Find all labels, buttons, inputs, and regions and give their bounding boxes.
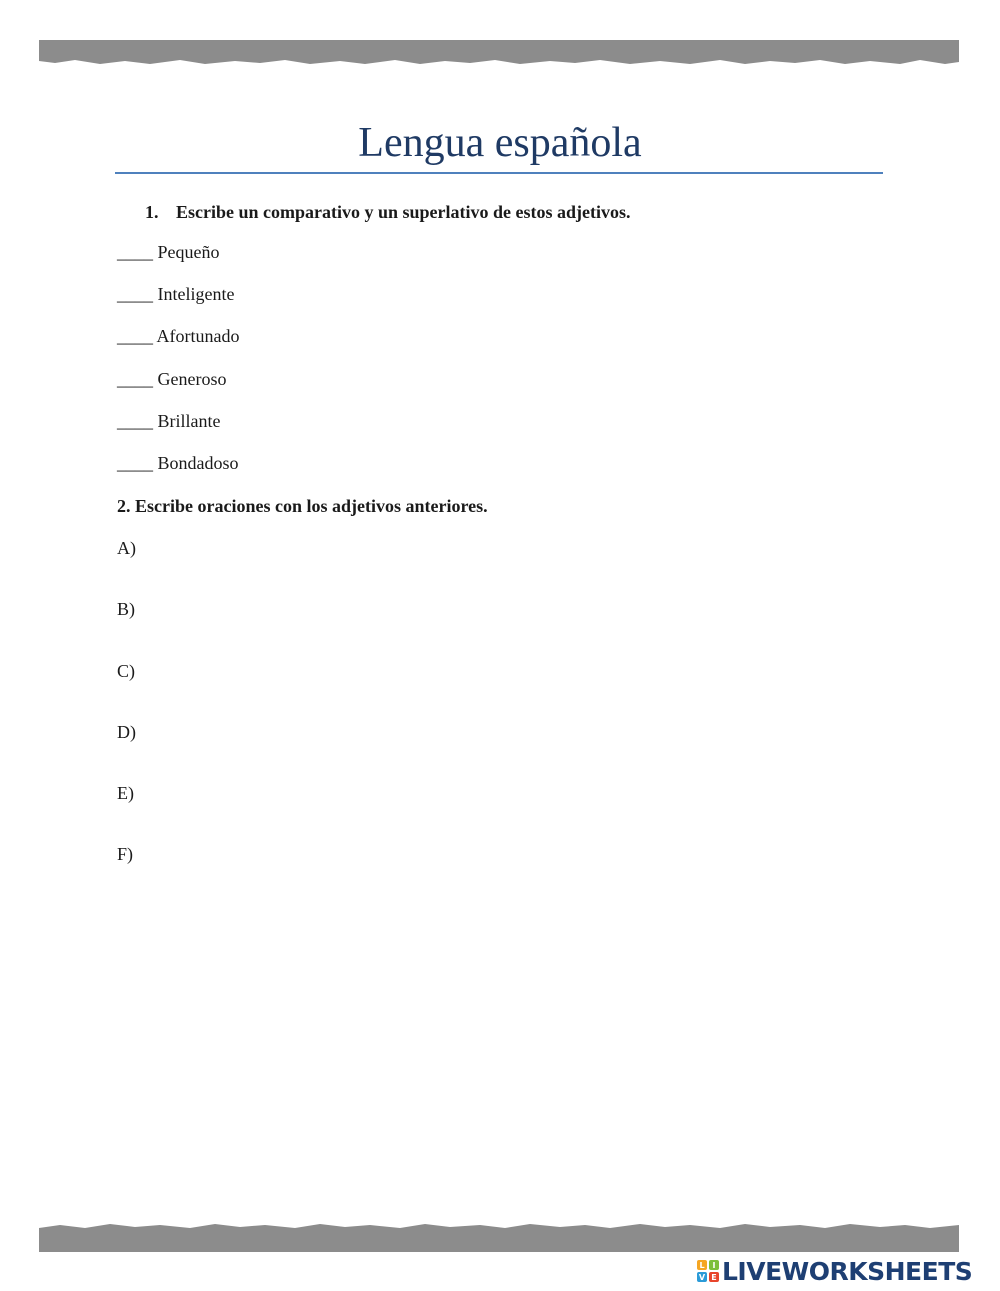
answer-letter: A) (117, 538, 136, 558)
title-underline (115, 172, 883, 174)
question-1-number: 1. (145, 202, 159, 222)
adjective-item: ____ Pequeño (117, 242, 220, 262)
answer-letter: F) (117, 844, 134, 865)
page-title: Lengua española (358, 120, 642, 166)
adjective-item: ____ Brillante (117, 410, 221, 431)
bottom-decorative-band (0, 1222, 1000, 1254)
answer-letter: E) (117, 783, 134, 804)
adjective-item: ____ Afortunado (117, 326, 240, 347)
logo-mark-letter: L (697, 1260, 707, 1270)
answer-list (117, 537, 136, 905)
logo-text: LIVEWORKSHEETS (722, 1256, 973, 1286)
liveworksheets-logo[interactable] (697, 1257, 972, 1285)
liveworksheets-logo-icon (697, 1260, 719, 1282)
question-1-text: Escribe un comparativo y un superlativo de estos adjetivos. (176, 202, 631, 222)
question-2: 2. Escribe oraciones con los adjetivos anteriores. (117, 496, 488, 516)
adjective-list (117, 241, 239, 494)
top-decorative-band (0, 38, 1000, 66)
adjective-item: ____ Bondadoso (117, 452, 239, 473)
answer-letter: C) (117, 660, 135, 681)
question-1 (145, 201, 631, 223)
adjective-item: ____ Inteligente (117, 284, 235, 305)
logo-mark-letter: I (709, 1260, 719, 1270)
logo-mark-letter: V (698, 1272, 706, 1282)
answer-letter: D) (117, 721, 136, 742)
answer-letter: B) (117, 599, 135, 620)
logo-mark-letter: E (709, 1272, 719, 1282)
adjective-item: ____ Generoso (117, 368, 227, 389)
